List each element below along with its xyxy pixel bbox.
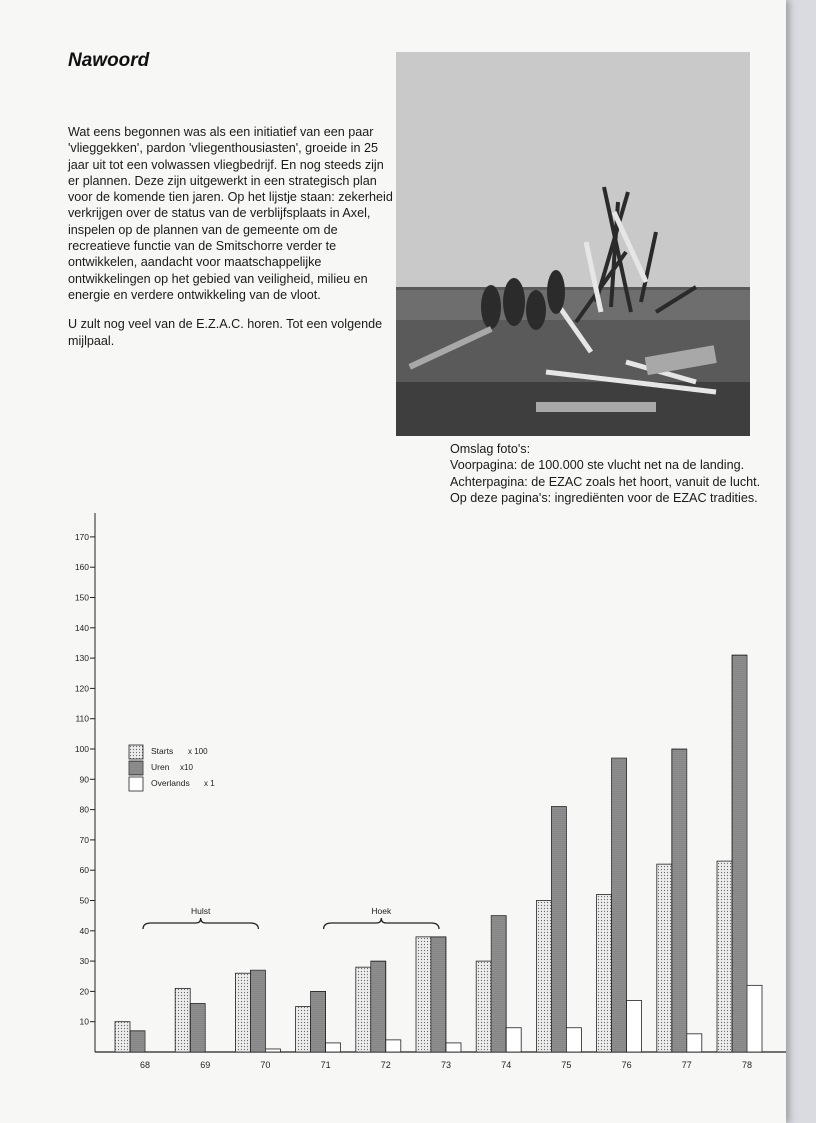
- y-tick-label: 100: [74, 744, 89, 754]
- y-tick-label: 170: [74, 531, 89, 542]
- bar-starts-78: [717, 861, 732, 1052]
- caption-line-1: Voorpagina: de 100.000 ste vlucht net na de landing.: [450, 458, 745, 473]
- y-tick-label: 130: [74, 653, 89, 664]
- legend-unit: x 100: [188, 747, 208, 756]
- y-tick-label: 50: [79, 895, 89, 906]
- x-tick-label: 75: [561, 1060, 572, 1070]
- x-tick-label: 70: [260, 1060, 271, 1070]
- x-tick-label: 71: [320, 1060, 331, 1070]
- bar-starts-76: [597, 894, 612, 1052]
- bar-starts-71: [296, 1007, 311, 1052]
- bar-starts-68: [115, 1022, 130, 1052]
- bar-uren-71: [311, 991, 326, 1052]
- bar-uren-72: [371, 961, 386, 1052]
- photo-illustration: [396, 52, 750, 436]
- y-tick-label: 120: [74, 683, 89, 694]
- bar-uren-78: [732, 655, 747, 1052]
- legend-label: Overlands: [151, 778, 190, 788]
- legend-swatch: [129, 745, 143, 759]
- x-tick-label: 76: [621, 1060, 632, 1070]
- bar-uren-76: [612, 758, 627, 1052]
- y-tick-label: 80: [79, 804, 89, 815]
- bar-starts-75: [536, 901, 551, 1053]
- x-tick-label: 68: [139, 1060, 151, 1070]
- bar-starts-77: [657, 864, 672, 1052]
- bar-starts-74: [476, 961, 491, 1052]
- brace-hoek: [324, 918, 439, 929]
- legend-swatch: [129, 761, 143, 775]
- bar-uren-75: [551, 807, 566, 1052]
- bar-overlands-71: [326, 1043, 341, 1052]
- caption-heading: Omslag foto's:: [450, 442, 531, 456]
- body-text: [68, 124, 398, 362]
- x-tick-label: 69: [200, 1060, 211, 1070]
- y-tick-label: 140: [74, 622, 89, 633]
- bar-uren-77: [672, 749, 687, 1052]
- y-tick-label: 30: [79, 956, 89, 967]
- x-tick-label: 74: [501, 1060, 512, 1070]
- bar-starts-73: [416, 937, 431, 1052]
- brace-label: Hulst: [191, 906, 211, 916]
- y-tick-label: 160: [74, 562, 89, 573]
- bar-overlands-73: [446, 1043, 461, 1052]
- bar-uren-74: [491, 916, 506, 1052]
- bar-overlands-76: [627, 1000, 642, 1052]
- x-tick-label: 78: [741, 1060, 753, 1070]
- y-tick-label: 10: [79, 1016, 89, 1027]
- bar-uren-73: [431, 937, 446, 1052]
- bar-uren-68: [130, 1031, 145, 1052]
- bar-overlands-74: [506, 1028, 521, 1052]
- y-tick-label: 40: [79, 925, 89, 936]
- paragraph-2: U zult nog veel van de E.Z.A.C. horen. Tot een volgende mijlpaal.: [68, 317, 383, 348]
- bar-overlands-75: [566, 1028, 581, 1052]
- bar-overlands-70: [265, 1049, 280, 1052]
- bar-chart: [0, 505, 786, 1095]
- x-tick-label: 77: [681, 1060, 692, 1070]
- caption-line-3: Op deze pagina's: ingrediënten voor de EZAC tradities.: [450, 490, 758, 505]
- bar-overlands-72: [386, 1040, 401, 1052]
- bar-overlands-78: [747, 985, 762, 1052]
- bar-uren-69: [190, 1004, 205, 1052]
- y-tick-label: 90: [79, 774, 89, 785]
- photo-caption: [450, 441, 770, 506]
- y-tick-label: 60: [79, 865, 89, 876]
- page-title: Nawoord: [68, 50, 150, 71]
- x-tick-label: 72: [380, 1060, 391, 1070]
- caption-line-2: Achterpagina: de EZAC zoals het hoort, vanuit de lucht.: [450, 474, 761, 489]
- bar-overlands-77: [687, 1034, 702, 1052]
- bar-starts-69: [175, 988, 190, 1052]
- bar-starts-72: [356, 967, 371, 1052]
- y-tick-label: 70: [79, 834, 89, 845]
- paragraph-1: Wat eens begonnen was als een initiatief van een paar 'vlieggekken', pardon 'vliegenthousiasten', groeide in 25 jaar uit tot een volwassen vliegbedrijf. En nog steeds zijn er plannen. Deze zijn uitgewerkt in een strategisch plan voor de komende tien jaren. Op het lijstje staan: zekerheid verkrijgen over de status van de verblijfsplaats in Axel, inspelen op de plannen van de gemeente om de recreatieve functie van de Smitschorre verder te ontwikkelen, aandacht voor maatschappelijke ontwikkelingen op het gebied van veiligheid, milieu en energie en verdere ontwikkeling van de vloot.: [68, 125, 393, 302]
- bar-uren-70: [250, 970, 265, 1052]
- legend-swatch: [129, 777, 143, 791]
- brace-hulst: [143, 918, 258, 929]
- brace-label: Hoek: [371, 906, 392, 916]
- y-tick-label: 150: [74, 592, 89, 603]
- y-tick-label: 20: [79, 986, 89, 997]
- legend-label: Starts: [151, 746, 174, 756]
- legend-unit: x 1: [204, 779, 215, 788]
- photo: [396, 52, 750, 436]
- y-tick-label: 110: [75, 713, 89, 724]
- legend-label: Uren: [151, 762, 170, 772]
- legend-unit: x10: [180, 763, 193, 772]
- x-tick-label: 73: [440, 1060, 452, 1070]
- bar-starts-70: [235, 973, 250, 1052]
